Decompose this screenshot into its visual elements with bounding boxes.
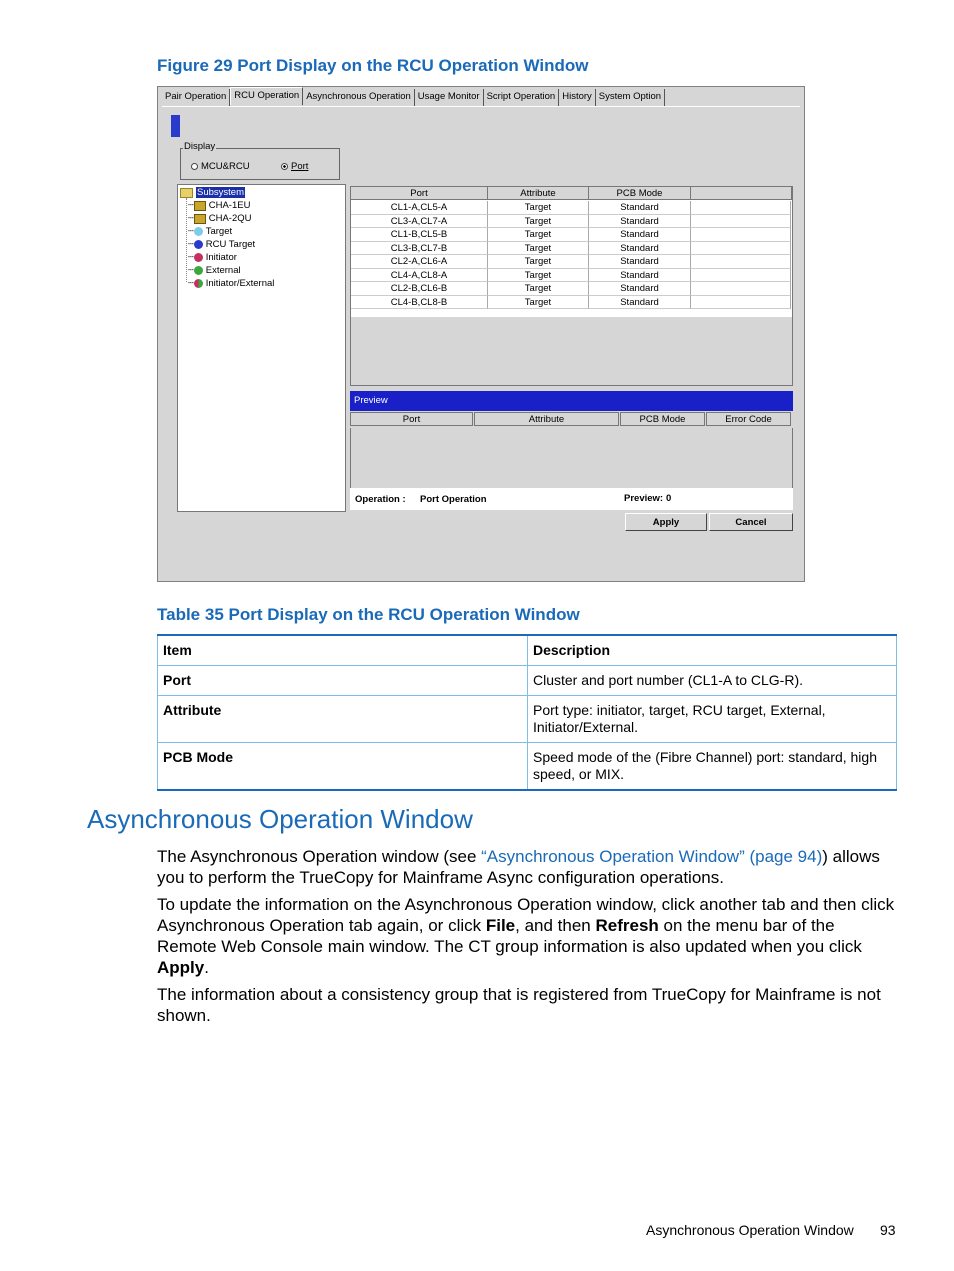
cell-port: CL4-B,CL8-B xyxy=(351,296,488,310)
cell-port: CL1-A,CL5-A xyxy=(351,201,488,215)
cell-pcb-mode: Standard xyxy=(589,201,691,215)
radio-mcu-rcu[interactable]: MCU&RCU xyxy=(191,161,250,172)
table-row[interactable] xyxy=(351,282,791,296)
tree-item-external[interactable]: ┄ External xyxy=(188,265,241,276)
column-header-port[interactable]: Port xyxy=(351,187,488,200)
cell-port: CL2-B,CL6-B xyxy=(351,282,488,296)
preview-column-error-code[interactable]: Error Code xyxy=(706,412,791,426)
cell-pcb-mode: Standard xyxy=(589,215,691,229)
preview-list xyxy=(350,428,793,488)
rcu-target-icon xyxy=(194,240,203,249)
cell-port: CL3-B,CL7-B xyxy=(351,242,488,256)
table-row xyxy=(158,666,897,696)
cell-pcb-mode: Standard xyxy=(589,242,691,256)
table-empty-area xyxy=(351,317,792,385)
table-row[interactable] xyxy=(351,201,791,215)
page-number: 93 xyxy=(880,1222,896,1238)
preview-column-pcb-mode[interactable]: PCB Mode xyxy=(620,412,705,426)
cell-attribute: Target xyxy=(488,215,589,229)
tab-history[interactable]: History xyxy=(559,89,596,107)
column-header-blank xyxy=(691,187,792,200)
cell-pcb-mode: Standard xyxy=(589,255,691,269)
paragraph-update: To update the information on the Asynchronous Operation window, click another tab and then click Asynchronous Operation tab again, or click File, and then Refresh on the menu bar of the Remote Web Console main window. The CT group information is also updated when you click Apply. xyxy=(157,895,895,977)
subsystem-tree xyxy=(177,184,346,512)
apply-button[interactable]: Apply xyxy=(625,513,707,531)
preview-count-value: 0 xyxy=(666,493,672,504)
tree-item-target[interactable]: ┄ Target xyxy=(188,226,233,237)
tab-usage-monitor[interactable]: Usage Monitor xyxy=(415,89,484,107)
preview-column-port[interactable]: Port xyxy=(350,412,473,426)
cell-attribute: Target xyxy=(488,296,589,310)
column-header-pcb-mode[interactable]: PCB Mode xyxy=(589,187,691,200)
folder-icon xyxy=(180,188,193,198)
cell-port: CL1-B,CL5-B xyxy=(351,228,488,242)
external-icon xyxy=(194,266,203,275)
tree-item-cha-1eu[interactable]: ┄ CHA-1EU xyxy=(188,200,251,211)
cell-attribute: Target xyxy=(488,228,589,242)
cell-attribute: Target xyxy=(488,255,589,269)
cell-attribute: Target xyxy=(488,242,589,256)
tab-pair-operation[interactable]: Pair Operation xyxy=(162,89,230,107)
tab-divider xyxy=(162,106,800,107)
initiator-external-icon xyxy=(194,279,203,288)
cell-blank xyxy=(691,282,791,296)
cell-pcb-mode: Standard xyxy=(589,228,691,242)
table-row[interactable] xyxy=(351,242,791,256)
preview-column-attribute[interactable]: Attribute xyxy=(474,412,619,426)
cell-blank xyxy=(691,296,791,310)
preview-header xyxy=(350,412,793,427)
tab-script-operation[interactable]: Script Operation xyxy=(484,89,560,107)
port-table xyxy=(350,186,793,386)
cell-blank xyxy=(691,269,791,283)
tab-rcu-operation[interactable]: RCU Operation xyxy=(230,87,303,105)
figure-title: Figure 29 Port Display on the RCU Operation Window xyxy=(157,56,589,75)
tree-item-rcu-target[interactable]: ┄ RCU Target xyxy=(188,239,256,250)
status-indicator-icon xyxy=(171,115,180,137)
cell-port: CL3-A,CL7-A xyxy=(351,215,488,229)
header-item: Item xyxy=(158,635,528,666)
radio-selected-icon xyxy=(281,163,288,170)
tree-item-cha-2qu[interactable]: ┄ CHA-2QU xyxy=(188,213,252,224)
tab-asynchronous-operation[interactable]: Asynchronous Operation xyxy=(303,89,415,107)
cell-attribute: Target xyxy=(488,282,589,296)
tree-item-subsystem[interactable]: Subsystem xyxy=(180,187,245,198)
description-table xyxy=(157,634,897,791)
operation-label: Operation : xyxy=(355,494,406,505)
table-row xyxy=(158,696,897,743)
cell-attribute: Target xyxy=(488,269,589,283)
cell-blank xyxy=(691,242,791,256)
table-row[interactable] xyxy=(351,228,791,242)
table-row[interactable] xyxy=(351,215,791,229)
rcu-operation-window-screenshot xyxy=(157,86,805,582)
adapter-icon xyxy=(194,214,206,224)
table-row[interactable] xyxy=(351,255,791,269)
adapter-icon xyxy=(194,201,206,211)
preview-title-bar: Preview xyxy=(350,391,793,411)
section-heading: Asynchronous Operation Window xyxy=(87,804,473,834)
table-row[interactable] xyxy=(351,269,791,283)
initiator-icon xyxy=(194,253,203,262)
header-description: Description xyxy=(528,635,897,666)
row-item: Port xyxy=(158,666,528,696)
row-item: Attribute xyxy=(158,696,528,743)
status-bar xyxy=(350,488,793,510)
cell-port: CL2-A,CL6-A xyxy=(351,255,488,269)
cell-pcb-mode: Standard xyxy=(589,282,691,296)
display-legend: Display xyxy=(184,141,216,152)
target-icon xyxy=(194,227,203,236)
row-description: Speed mode of the (Fibre Channel) port: standard, high speed, or MIX. xyxy=(528,743,897,791)
tree-item-initiator[interactable]: ┄ Initiator xyxy=(188,252,237,263)
table-title: Table 35 Port Display on the RCU Operation Window xyxy=(157,605,580,624)
tab-system-option[interactable]: System Option xyxy=(596,89,665,107)
cell-blank xyxy=(691,201,791,215)
display-group xyxy=(180,141,340,180)
paragraph-intro: The Asynchronous Operation window (see “Asynchronous Operation Window” (page 94)) allows you to perform the TrueCopy for Mainframe Async configuration operations. xyxy=(157,847,880,887)
radio-port[interactable]: Port xyxy=(281,161,308,172)
paragraph-consistency: The information about a consistency group that is registered from TrueCopy for Mainframe is not shown. xyxy=(157,985,881,1025)
tree-item-initiator-external[interactable]: ┄ Initiator/External xyxy=(188,278,275,289)
operation-value: Port Operation xyxy=(420,494,487,505)
cell-port: CL4-A,CL8-A xyxy=(351,269,488,283)
page-link[interactable]: “Asynchronous Operation Window” (page 94) xyxy=(481,847,823,866)
footer-section-title: Asynchronous Operation Window xyxy=(646,1222,854,1238)
cell-pcb-mode: Standard xyxy=(589,296,691,310)
tab-bar xyxy=(162,89,665,107)
cancel-button[interactable]: Cancel xyxy=(709,513,793,531)
cell-pcb-mode: Standard xyxy=(589,269,691,283)
row-description: Cluster and port number (CL1-A to CLG-R). xyxy=(528,666,897,696)
preview-count-label: Preview: xyxy=(624,493,664,504)
cell-blank xyxy=(691,255,791,269)
cell-attribute: Target xyxy=(488,201,589,215)
table-row[interactable] xyxy=(351,296,791,310)
cell-blank xyxy=(691,215,791,229)
cell-blank xyxy=(691,228,791,242)
row-item: PCB Mode xyxy=(158,743,528,791)
column-header-attribute[interactable]: Attribute xyxy=(488,187,589,200)
row-description: Port type: initiator, target, RCU target, External, Initiator/External. xyxy=(528,696,897,743)
radio-icon xyxy=(191,163,198,170)
table-header-row xyxy=(158,635,897,666)
table-row xyxy=(158,743,897,791)
